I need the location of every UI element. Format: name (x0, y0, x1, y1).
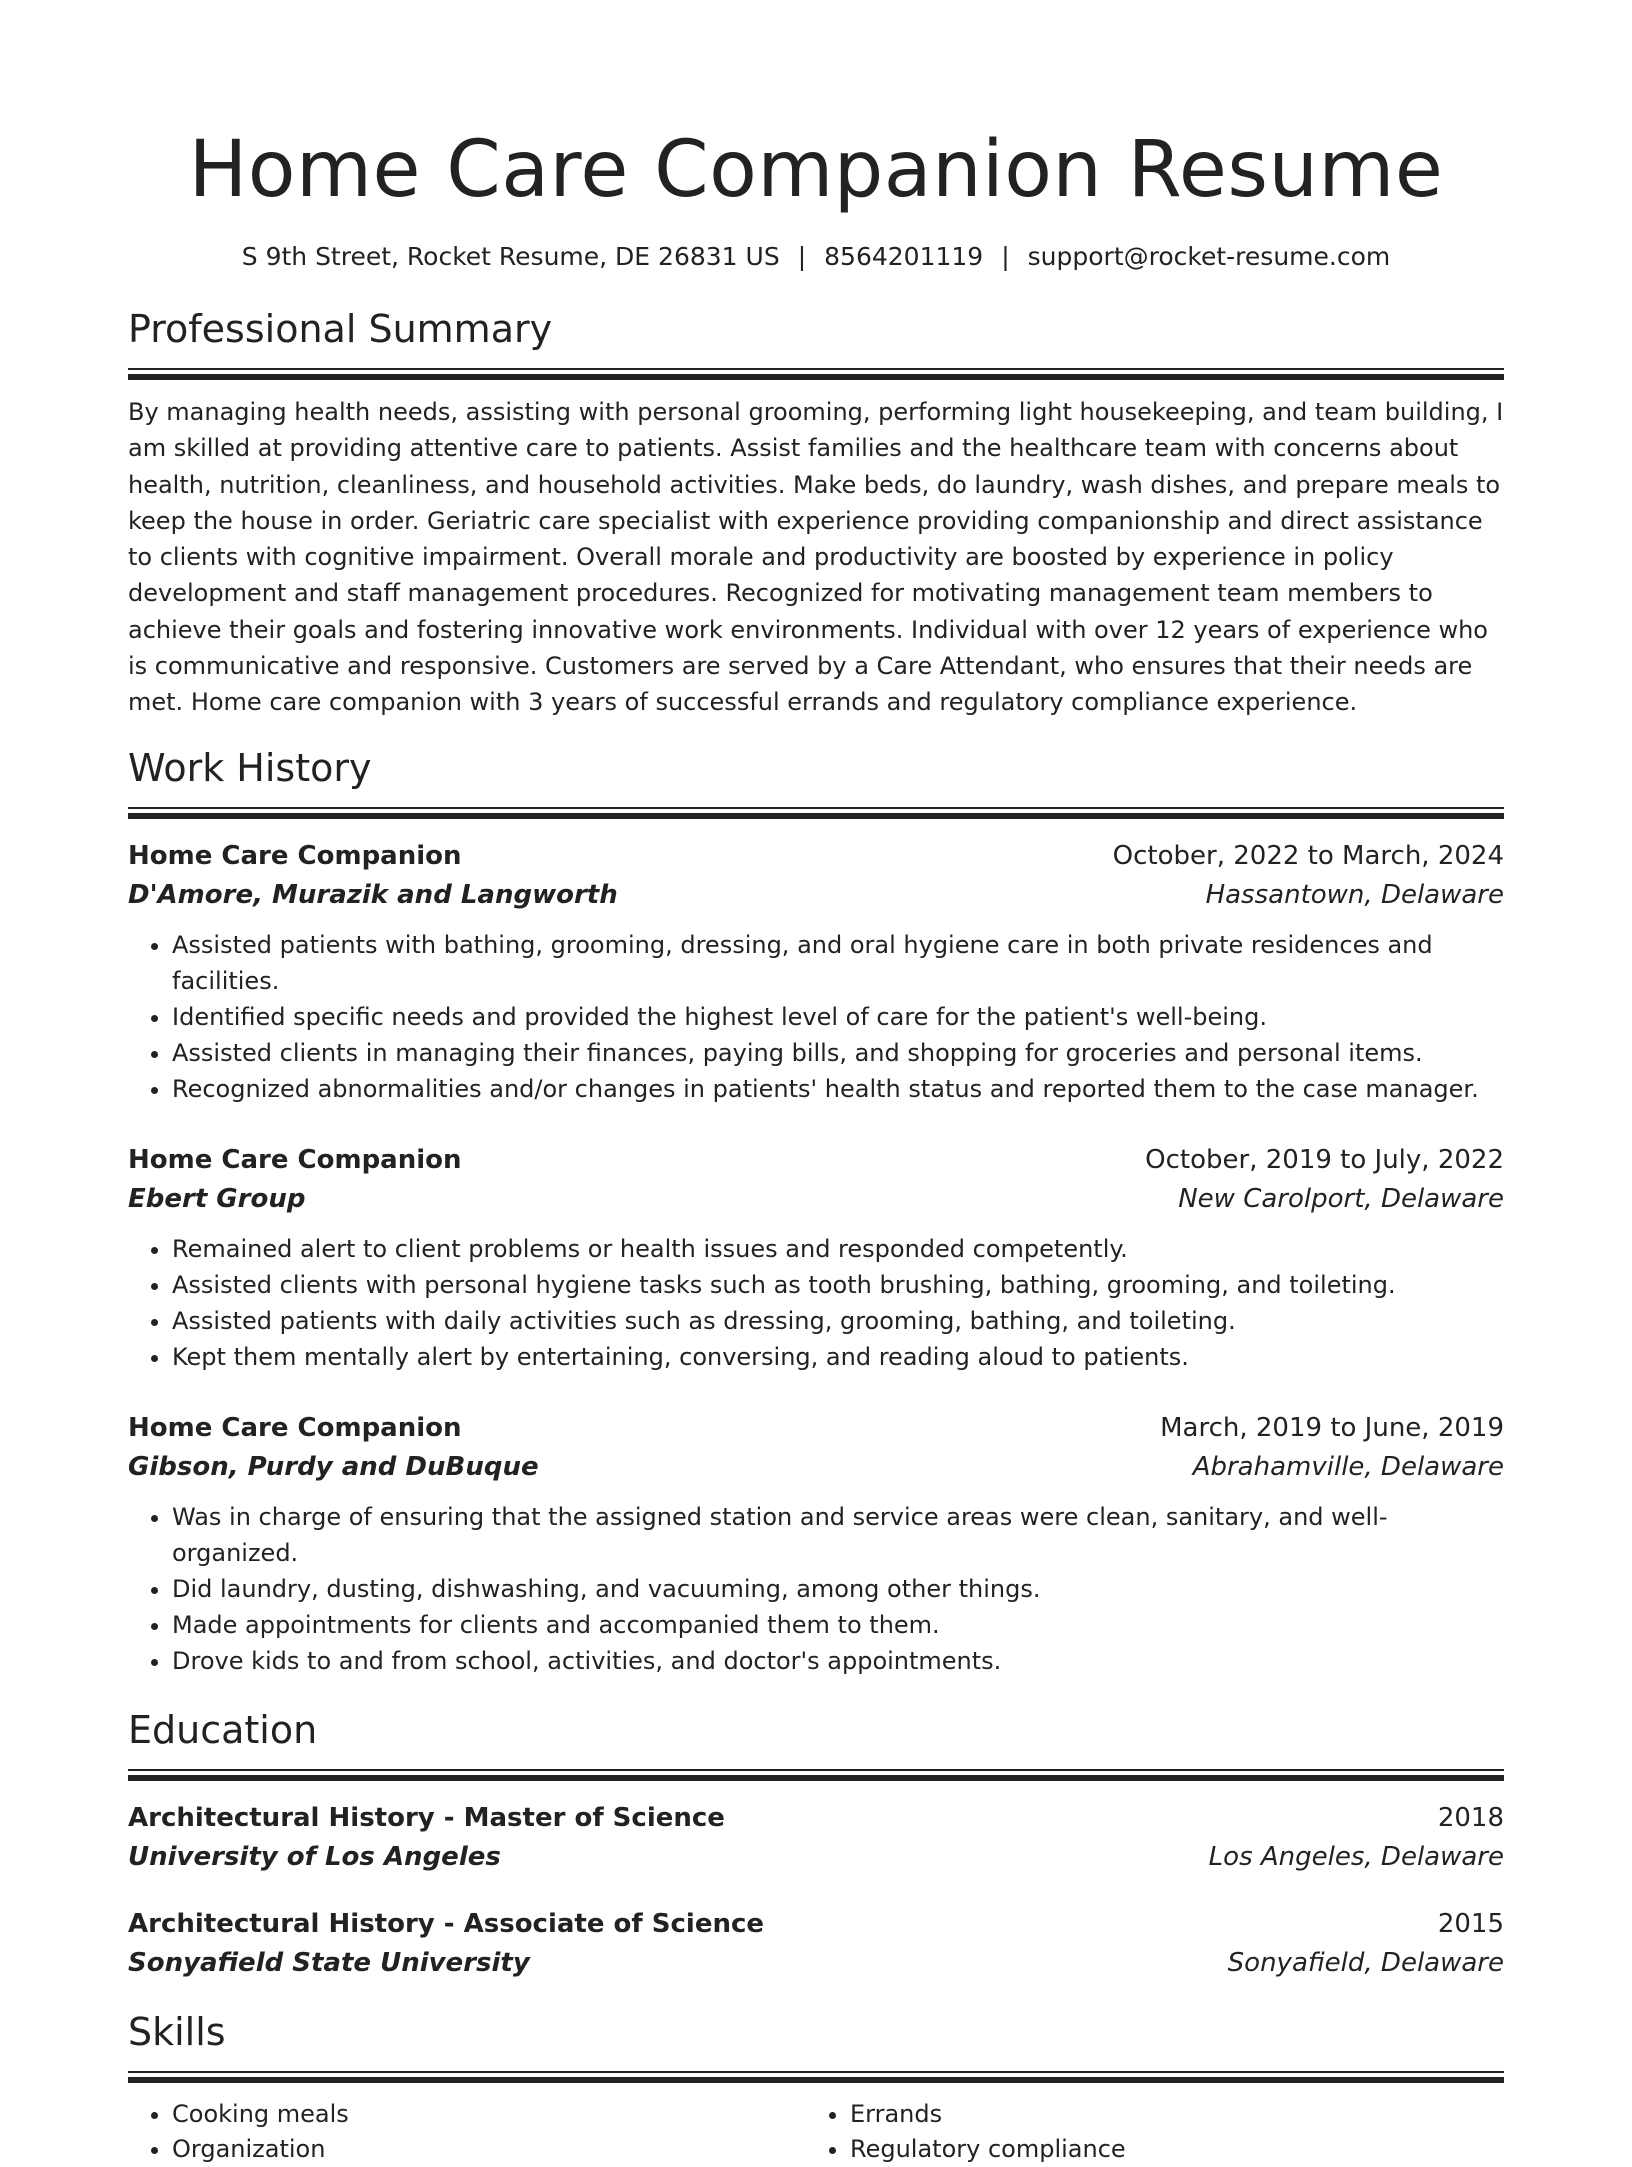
skills-column-left (128, 2097, 806, 2167)
contact-line (128, 242, 1504, 272)
list-item: • Drove kids to and from school, activities, and doctor's appointments. (172, 1643, 1504, 1679)
job-location: New Carolport, Delaware (1178, 1183, 1504, 1214)
section-divider (128, 1769, 1504, 1781)
education-year: 2018 (1437, 1802, 1504, 1833)
list-item: • Assisted patients with bathing, grooming, dressing, and oral hygiene care in both private residences and facilities. (172, 927, 1504, 999)
job-location: Abrahamville, Delaware (1192, 1451, 1504, 1482)
skills-column-right (806, 2097, 1484, 2167)
list-item: • Made appointments for clients and accompanied them to them. (172, 1607, 1504, 1643)
section-divider (128, 2071, 1504, 2083)
job-bullets (128, 1499, 1504, 1679)
job-company: D'Amore, Murazik and Langworth (128, 879, 618, 910)
job-title: Home Care Companion (128, 1144, 462, 1175)
contact-email: support@rocket-resume.com (1027, 242, 1391, 271)
list-item: • Remained alert to client problems or health issues and responded competently. (172, 1231, 1504, 1267)
job-dates: March, 2019 to June, 2019 (1160, 1412, 1504, 1443)
education-entry (128, 1799, 1504, 1877)
job-entry (128, 1409, 1504, 1679)
list-item: • Assisted clients in managing their finances, paying bills, and shopping for groceries and personal items. (172, 1035, 1504, 1071)
section-title: Professional Summary (128, 307, 553, 351)
education-degree: Architectural History - Associate of Science (128, 1908, 765, 1939)
resume-title: Home Care Companion Resume (188, 125, 1444, 215)
job-company: Ebert Group (128, 1183, 306, 1214)
section-work-history (128, 745, 1504, 1679)
education-school: Sonyafield State University (128, 1947, 530, 1978)
education-location: Sonyafield, Delaware (1227, 1947, 1504, 1978)
skills-grid (128, 2097, 1504, 2167)
education-school: University of Los Angeles (128, 1841, 501, 1872)
education-location: Los Angeles, Delaware (1208, 1841, 1504, 1872)
skill-item: • Organization (172, 2132, 806, 2167)
list-item: • Kept them mentally alert by entertaining, conversing, and reading aloud to patients. (172, 1339, 1504, 1375)
education-degree: Architectural History - Master of Science (128, 1802, 725, 1833)
job-company: Gibson, Purdy and DuBuque (128, 1451, 539, 1482)
job-title: Home Care Companion (128, 840, 462, 871)
list-item: • Identified specific needs and provided the highest level of care for the patient's well-being. (172, 999, 1504, 1035)
job-location: Hassantown, Delaware (1205, 879, 1504, 910)
job-title: Home Care Companion (128, 1412, 462, 1443)
job-bullets (128, 1231, 1504, 1375)
skill-item: • Errands (850, 2097, 1484, 2132)
list-item: • Was in charge of ensuring that the assigned station and service areas were clean, sanitary, and well-organized. (172, 1499, 1504, 1571)
contact-address: S 9th Street, Rocket Resume, DE 26831 US (241, 242, 780, 271)
list-item: • Did laundry, dusting, dishwashing, and vacuuming, among other things. (172, 1571, 1504, 1607)
contact-phone: 8564201119 (824, 242, 984, 271)
job-dates: October, 2019 to July, 2022 (1145, 1144, 1504, 1175)
section-title: Skills (128, 2009, 226, 2054)
section-professional-summary (128, 306, 1504, 721)
contact-separator: | (797, 242, 807, 271)
education-entry (128, 1905, 1504, 1983)
section-skills (128, 2009, 1504, 2167)
job-dates: October, 2022 to March, 2024 (1112, 840, 1504, 871)
skill-item: • Regulatory compliance (850, 2132, 1484, 2167)
job-entry (128, 1141, 1504, 1375)
job-entry (128, 837, 1504, 1107)
list-item: • Recognized abnormalities and/or changes in patients' health status and reported them to the case manager. (172, 1071, 1504, 1107)
list-item: • Assisted patients with daily activities such as dressing, grooming, bathing, and toileting. (172, 1303, 1504, 1339)
contact-separator: | (1001, 242, 1010, 271)
section-education (128, 1707, 1504, 1983)
section-title: Work History (128, 745, 372, 790)
education-year: 2015 (1437, 1908, 1504, 1939)
list-item: • Assisted clients with personal hygiene tasks such as tooth brushing, bathing, grooming, and toileting. (172, 1267, 1504, 1303)
section-title: Education (128, 1707, 318, 1752)
job-bullets (128, 927, 1504, 1107)
section-divider (128, 368, 1504, 380)
summary-text: By managing health needs, assisting with personal grooming, performing light housekeeping, and team building, I am skilled at providing attentive care to patients. Assist families and the healthcare team with concerns about health, nutrition, cleanliness, and household activities. Make beds, do laundry, wash dishes, and prepare meals to keep the house in order. Geriatric care specialist with experience providing companionship and direct assistance to clients with cognitive impairment. Overall morale and productivity are boosted by experience in policy development and staff management procedures. Recognized for motivating management team members to achieve their goals and fostering innovative work environments. Individual with over 12 years of experience who is communicative and responsive. Customers are served by a Care Attendant, who ensures that their needs are met. Home care companion with 3 years of successful errands and regulatory compliance experience. (128, 398, 1504, 717)
skill-item: • Cooking meals (172, 2097, 806, 2132)
section-divider (128, 807, 1504, 819)
